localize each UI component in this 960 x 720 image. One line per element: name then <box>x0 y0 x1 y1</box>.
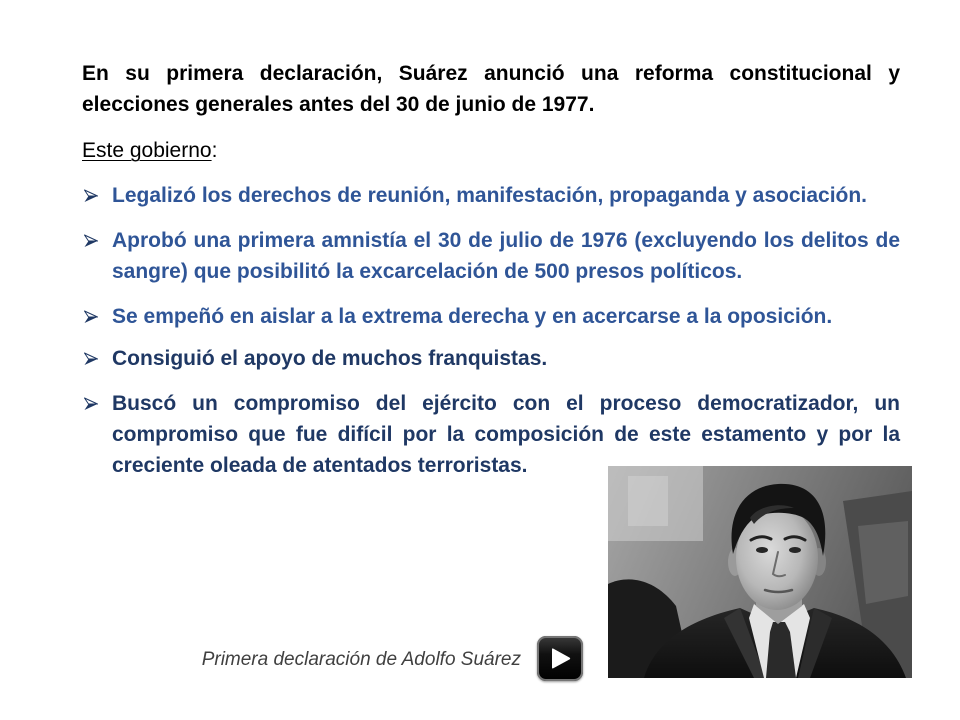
bullet-item <box>84 301 900 332</box>
bullet-text: Consiguió el apoyo de muchos franquistas. <box>112 347 548 370</box>
bullet-item <box>84 343 900 374</box>
bullet-text: Aprobó una primera amnistía el 30 de julio de 1976 (excluyendo los delitos de sangre) que posibilitó la excarcelación de 500 presos políticos. <box>112 229 900 283</box>
bullet-item <box>84 180 900 211</box>
play-video-button[interactable] <box>537 636 583 681</box>
arrowhead-bullet-icon <box>84 234 98 248</box>
play-icon <box>551 647 571 670</box>
arrowhead-bullet-icon <box>84 397 98 411</box>
arrowhead-bullet-icon <box>84 189 98 203</box>
bullet-text: Legalizó los derechos de reunión, manifestación, propaganda y asociación. <box>112 184 868 207</box>
bullet-item <box>84 225 900 287</box>
portrait-photo <box>608 466 912 678</box>
video-caption: Primera declaración de Adolfo Suárez <box>201 649 521 670</box>
bullet-text: Buscó un compromiso del ejército con el proceso democratizador, un compromiso que fue difícil por la composición de este estamento y por la creciente oleada de atentados terroristas. <box>112 392 900 477</box>
arrowhead-bullet-icon <box>84 310 98 324</box>
subheading-label: Este gobierno <box>82 139 212 162</box>
bullet-text: Se empeñó en aislar a la extrema derecha y en acercarse a la oposición. <box>112 305 833 328</box>
arrowhead-bullet-icon <box>84 352 98 366</box>
slide-title: En su primera declaración, Suárez anunció una reforma constitucional y elecciones generales antes del 30 de junio de 1977. <box>82 62 900 116</box>
subheading <box>82 135 217 166</box>
subheading-colon: : <box>211 139 218 162</box>
